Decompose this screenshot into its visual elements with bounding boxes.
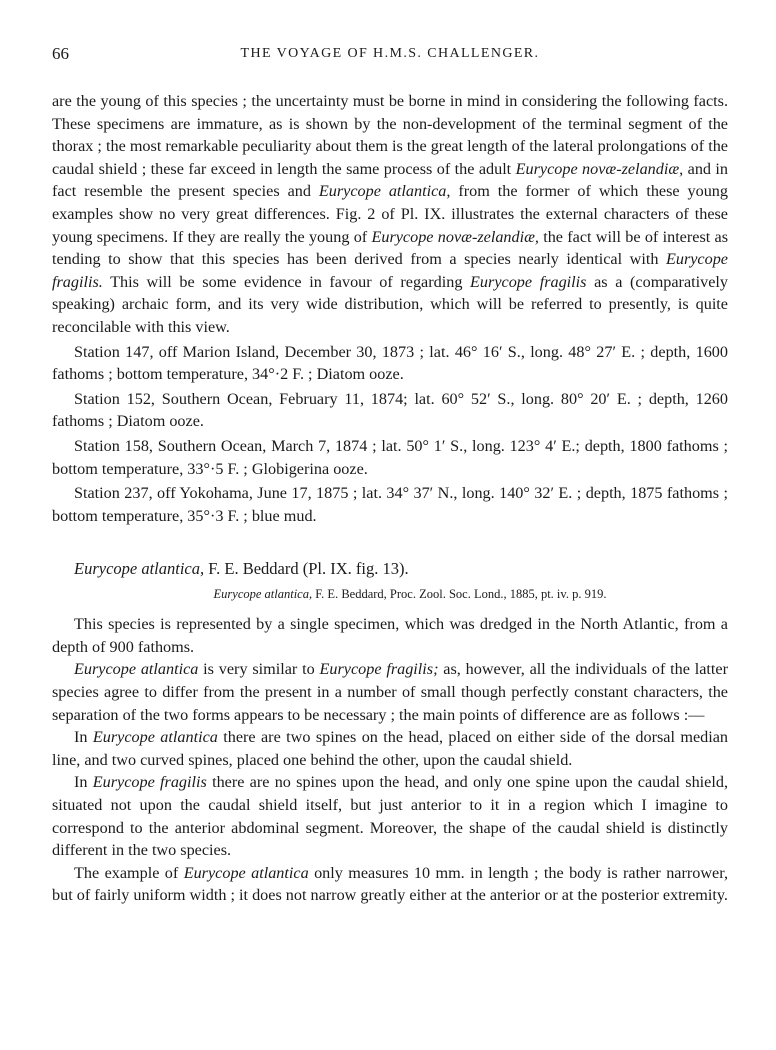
text-run: are the young of this species ; the uncertainty must be borne in mind in considering the following facts. These specimens are immature, as is shown by the non-development of the terminal segment of the thorax ; the most remarkable peculiarity about them is the great length of the lateral prolongations of the caudal shield ; these far exceed in length the same process of the adult <box>52 92 728 178</box>
text-run: is very similar to <box>198 660 320 679</box>
species-name: Eurycope novæ-zelandiæ, <box>515 159 684 178</box>
paragraph-continuation <box>52 90 728 339</box>
text-run: there are two spines on the head, placed on either side of the dorsal median line, and two curved spines, placed one behind the other, upon the caudal shield. <box>52 728 729 769</box>
text-run: as a (comparatively speaking) archaic form, and its very wide distribution, which will be referred to presently, is quite reconcilable with this view. <box>52 272 729 336</box>
text-run: as, however, all the individuals of the latter species agree to differ from the present in a number of small though perfectly constant characters, the separation of the two forms appears to be necessary ; the main points of difference are as follows :— <box>52 660 728 724</box>
text-run: F. E. Beddard (Pl. IX. fig. 13). <box>204 559 409 579</box>
station-record: Station 158, Southern Ocean, March 7, 1874 ; lat. 50° 1′ S., long. 123° 4′ E.; depth, 1800 fathoms ; bottom temperature, 33°·5 F. ; Globigerina ooze. <box>52 436 728 478</box>
station-record: Station 237, off Yokohama, June 17, 1875 ; lat. 34° 37′ N., long. 140° 32′ E. ; depth, 1875 fathoms ; bottom temperature, 35°·3 F. ; blue mud. <box>52 484 728 525</box>
text-run: and in fact resemble the present species and <box>52 159 729 201</box>
species-name: Eurycope fragilis. <box>52 250 728 291</box>
text-run: from the former of which these young examples show no very great differences. Fig. 2 of Pl. IX. illustrates the external characters of these young specimens. If they are really the young of <box>52 182 728 246</box>
species-name: Eurycope fragilis; <box>319 660 439 679</box>
species-name: Eurycope atlantica <box>74 660 199 679</box>
species-citation <box>92 583 728 605</box>
running-title: THE VOYAGE OF H.M.S. CHALLENGER. <box>240 46 540 61</box>
paragraph-specimen: This species is represented by a single specimen, which was dredged in the North Atlantic, from a depth of 900 fathoms. <box>52 615 728 656</box>
paragraph-comparison <box>52 658 728 726</box>
section-gap <box>52 527 728 557</box>
species-name: Eurycope fragilis <box>92 773 207 792</box>
species-name: Eurycope novæ-zelandiæ, <box>371 227 539 246</box>
text-run: In <box>74 773 93 792</box>
page <box>52 44 728 907</box>
text-run: This will be some evidence in favour of regarding <box>102 272 471 291</box>
species-heading <box>74 557 728 581</box>
text-run: only measures 10 mm. in length ; the body is rather narrower, but of fairly uniform width ; it does not narrow greatly either at the anterior or at the posterior extremity. <box>52 863 729 905</box>
species-name: Eurycope atlantica, <box>213 587 313 602</box>
text-run: The example of <box>74 863 184 882</box>
page-number: 66 <box>52 44 69 63</box>
paragraph-fragilis-spines <box>52 771 728 861</box>
paragraph-atlantica-spines <box>52 726 728 771</box>
paragraph-measurements <box>52 862 728 907</box>
species-name: Eurycope atlantica <box>92 728 218 747</box>
station-record: Station 152, Southern Ocean, February 11, 1874; lat. 60° 52′ S., long. 80° 20′ E. ; depth, 1260 fathoms ; Diatom ooze. <box>52 389 728 431</box>
species-name: Eurycope atlantica, <box>318 182 451 201</box>
species-name: Eurycope atlantica, <box>74 559 205 579</box>
text-run: there are no spines upon the head, and only one spine upon the caudal shield, situated not upon the caudal shield itself, but just anterior to it in a region which I imagine to correspond to the anterior abdominal segment. Moreover, the shape of the caudal shield is distinctly different in the two species. <box>52 773 728 860</box>
text-run: F. E. Beddard, Proc. Zool. Soc. Lond., 1885, pt. iv. p. 919. <box>312 587 607 602</box>
page-header <box>52 44 728 72</box>
species-name: Eurycope fragilis <box>470 272 587 291</box>
species-name: Eurycope atlantica <box>183 863 309 882</box>
text-run: the fact will be of interest as tending to show that this species has been derived from a species nearly identical with <box>52 227 729 269</box>
text-run: In <box>74 728 93 747</box>
station-record: Station 147, off Marion Island, December 30, 1873 ; lat. 46° 16′ S., long. 48° 27′ E. ; depth, 1600 fathoms ; bottom temperature, 34°·2 F. ; Diatom ooze. <box>52 342 728 384</box>
